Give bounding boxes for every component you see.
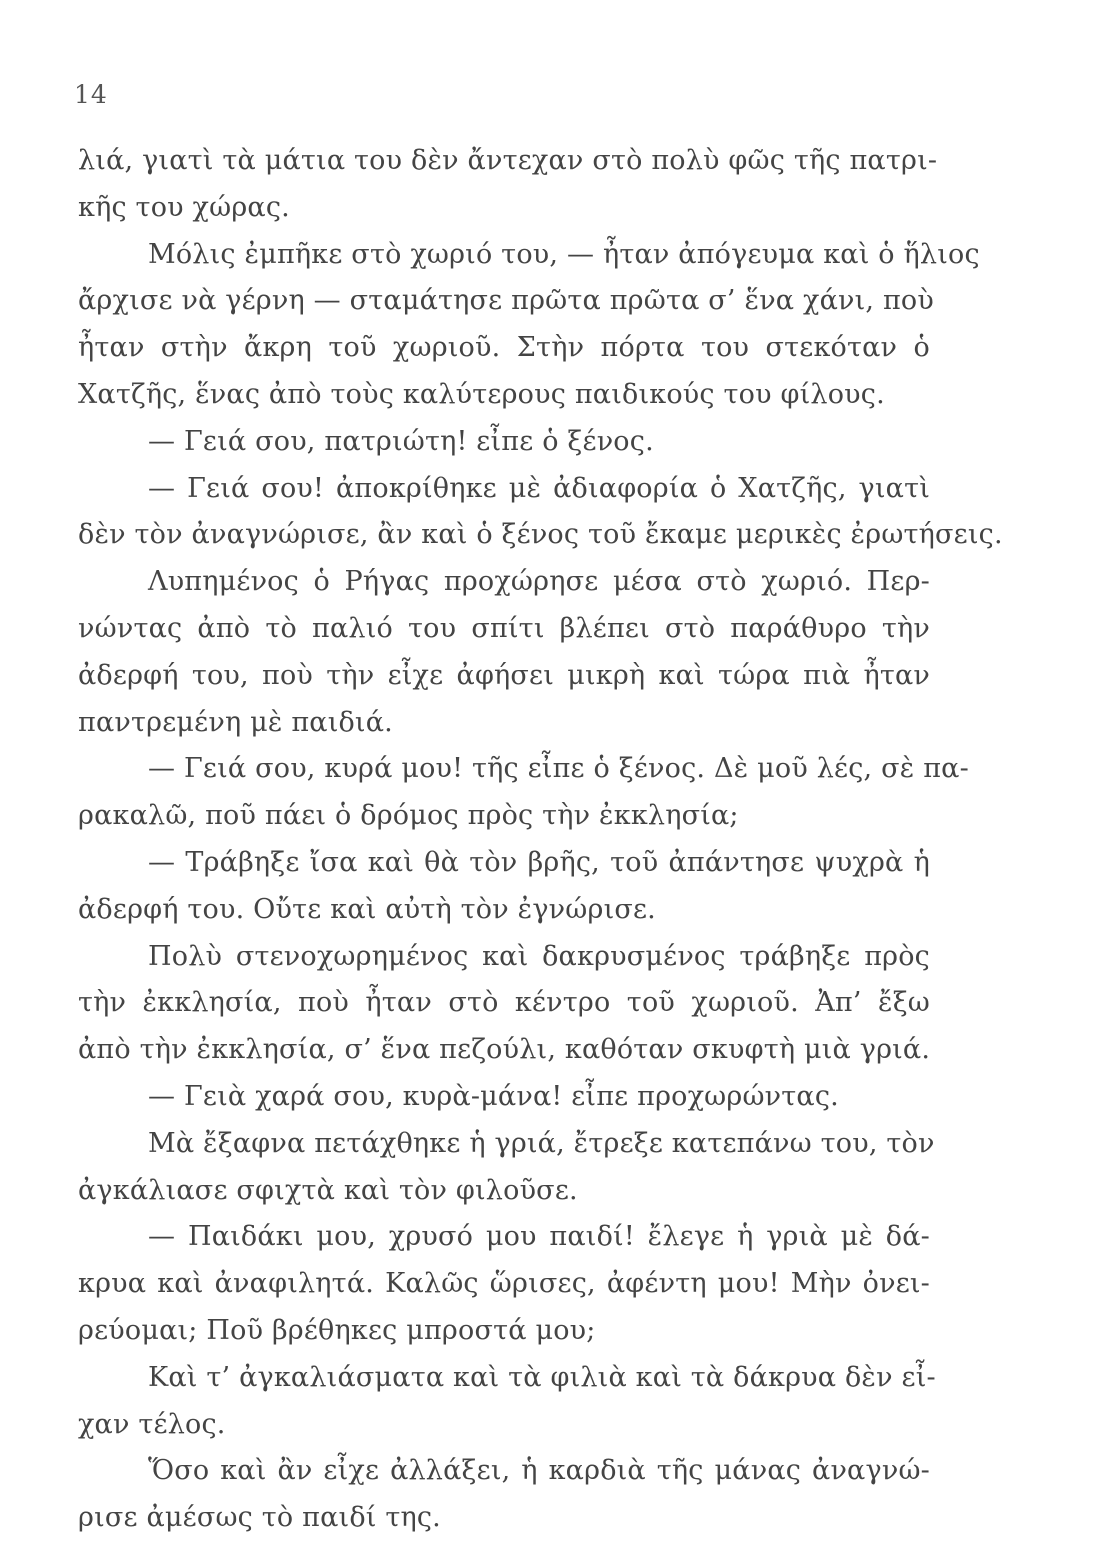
text-line: Λυπημένος ὁ Ρήγας προχώρησε μέσα στὸ χωριό. Περ- — [148, 566, 930, 598]
text-line: Χατζῆς, ἕνας ἀπὸ τοὺς καλύτερους παιδικούς του φίλους. — [78, 378, 885, 410]
text-line: ρισε ἀμέσως τὸ παιδί της. — [78, 1502, 441, 1534]
text-line: ρακαλῶ, ποῦ πάει ὁ δρόμος πρὸς τὴν ἐκκλησία; — [78, 800, 739, 832]
text-line: — Γειὰ χαρά σου, κυρὰ-μάνα! εἶπε προχωρώντας. — [148, 1080, 839, 1112]
text-line: ἀγκάλιασε σφιχτὰ καὶ τὸν φιλοῦσε. — [78, 1174, 578, 1206]
page-number: 14 — [74, 80, 108, 109]
text-line: ἄρχισε νὰ γέρνη — σταμάτησε πρῶτα πρῶτα σ’ ἕνα χάνι, ποὺ — [78, 285, 934, 317]
text-line: — Γειά σου, πατριώτη! εἶπε ὁ ξένος. — [148, 425, 654, 457]
text-line: ἀπὸ τὴν ἐκκλησία, σ’ ἕνα πεζούλι, καθόταν σκυφτὴ μιὰ γριά. — [78, 1034, 931, 1066]
text-line: Μόλις ἐμπῆκε στὸ χωριό του, — ἦταν ἀπόγευμα καὶ ὁ ἥλιος — [148, 238, 980, 270]
text-line: ρεύομαι; Ποῦ βρέθηκες μπροστά μου; — [78, 1314, 596, 1346]
text-line: — Παιδάκι μου, χρυσό μου παιδί! ἔλεγε ἡ γριὰ μὲ δά- — [148, 1221, 930, 1253]
text-line: κρυα καὶ ἀναφιλητά. Καλῶς ὥρισες, ἀφέντη μου! Μὴν ὀνει- — [78, 1268, 930, 1300]
text-line: — Τράβηξε ἴσα καὶ θὰ τὸν βρῆς, τοῦ ἀπάντησε ψυχρὰ ἡ — [148, 846, 930, 878]
text-line: παντρεμένη μὲ παιδιά. — [78, 706, 393, 738]
text-line: Μὰ ἔξαφνα πετάχθηκε ἡ γριά, ἔτρεξε κατεπάνω του, τὸν — [148, 1127, 935, 1159]
text-line: ἦταν στὴν ἄκρη τοῦ χωριοῦ. Στὴν πόρτα του στεκόταν ὁ — [78, 332, 930, 364]
text-line: ἀδερφή του. Οὔτε καὶ αὐτὴ τὸν ἐγνώρισε. — [78, 893, 656, 925]
text-line: — Γειά σου! ἀποκρίθηκε μὲ ἀδιαφορία ὁ Χατζῆς, γιατὶ — [148, 472, 930, 504]
text-line: κῆς του χώρας. — [78, 191, 290, 223]
text-line: — Γειά σου, κυρά μου! τῆς εἶπε ὁ ξένος. Δὲ μοῦ λές, σὲ πα- — [148, 753, 969, 785]
text-line: Πολὺ στενοχωρημένος καὶ δακρυσμένος τράβηξε πρὸς — [148, 940, 930, 972]
text-line: δὲν τὸν ἀναγνώρισε, ἂν καὶ ὁ ξένος τοῦ ἔκαμε μερικὲς ἐρωτήσεις. — [78, 519, 1003, 551]
text-line: λιά, γιατὶ τὰ μάτια του δὲν ἄντεχαν στὸ πολὺ φῶς τῆς πατρι- — [78, 145, 938, 176]
text-line: νώντας ἀπὸ τὸ παλιό του σπίτι βλέπει στὸ παράθυρο τὴν — [78, 612, 930, 644]
text-line: τὴν ἐκκλησία, ποὺ ἦταν στὸ κέντρο τοῦ χωριοῦ. Ἀπ’ ἔξω — [78, 987, 930, 1019]
text-line: Καὶ τ’ ἀγκαλιάσματα καὶ τὰ φιλιὰ καὶ τὰ δάκρυα δὲν εἶ- — [148, 1361, 936, 1393]
text-line: χαν τέλος. — [78, 1408, 226, 1440]
text-line: Ὅσο καὶ ἂν εἶχε ἀλλάξει, ἡ καρδιὰ τῆς μάνας ἀναγνώ- — [148, 1455, 930, 1487]
text-line: ἀδερφή του, ποὺ τὴν εἶχε ἀφήσει μικρὴ καὶ τώρα πιὰ ἦταν — [78, 659, 930, 691]
body-text — [78, 138, 1003, 1542]
